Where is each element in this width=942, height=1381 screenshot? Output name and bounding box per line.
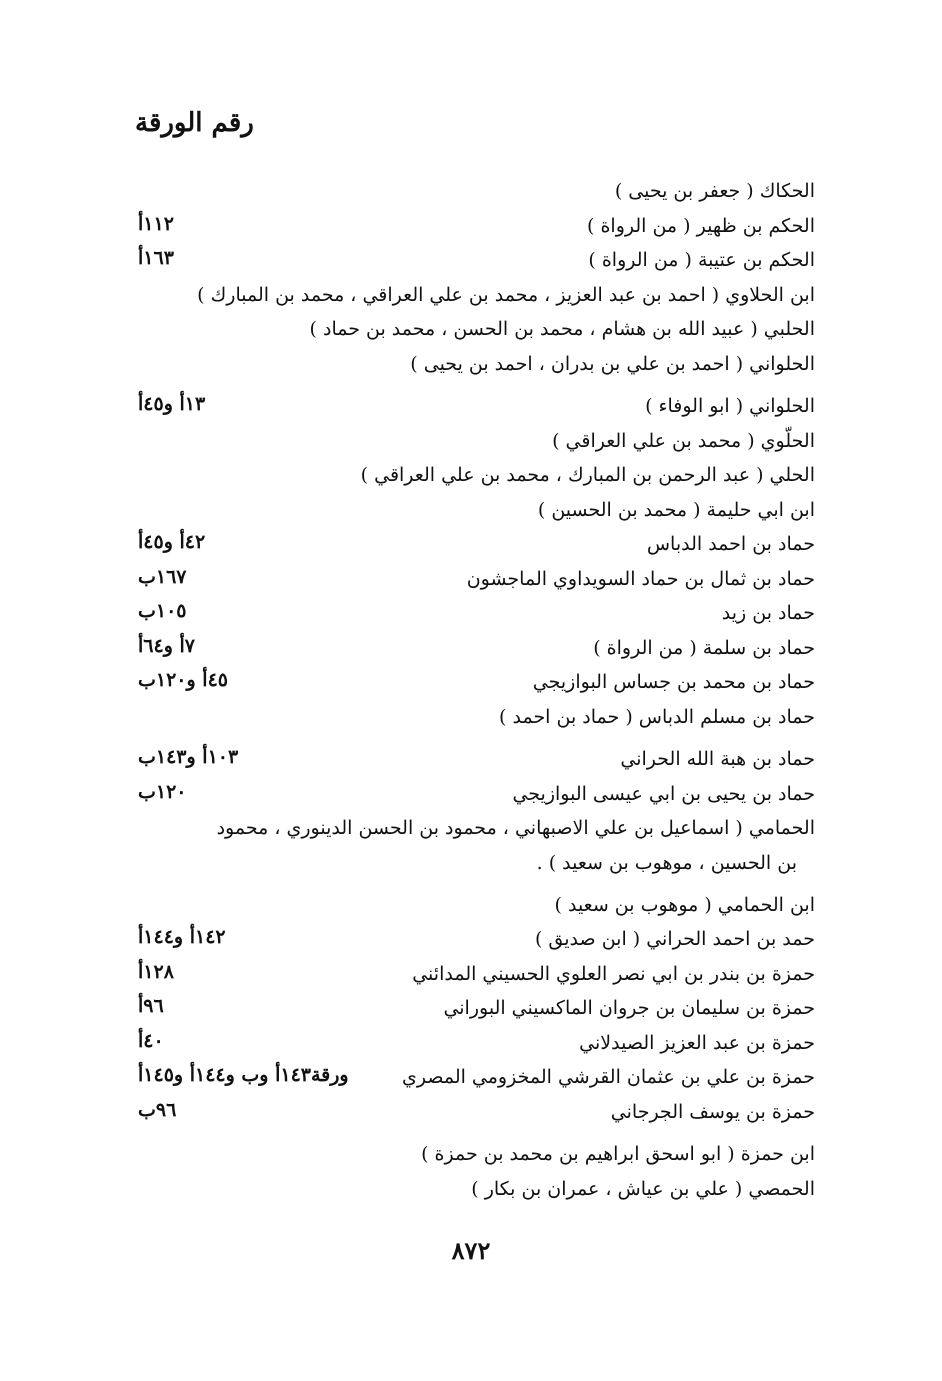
index-entry bbox=[130, 993, 815, 1028]
index-entry bbox=[130, 1174, 815, 1209]
entry-folio-ref: ٩٦ب bbox=[138, 1098, 177, 1121]
index-entry bbox=[130, 890, 815, 925]
entry-name: حمزة بن علي بن عثمان القرشي المخزومي المصري bbox=[402, 1066, 815, 1088]
entry-name: الحلواني ( ابو الوفاء ) bbox=[645, 395, 815, 417]
index-entry bbox=[130, 924, 815, 959]
entry-folio-ref: ١٠٥ب bbox=[138, 600, 187, 622]
entry-folio-ref: ١٣أ و٤٥أ bbox=[138, 393, 206, 415]
entry-folio-ref: ٤٥أ و١٢٠ب bbox=[138, 669, 229, 691]
index-entry bbox=[130, 779, 815, 814]
entry-folio-ref: ١٢٨أ bbox=[138, 960, 174, 983]
entry-name: الحكم بن عتيبة ( من الرواة ) bbox=[588, 249, 815, 271]
index-entry bbox=[130, 391, 815, 426]
entry-name: حماد بن هبة الله الحراني bbox=[620, 748, 815, 770]
group-spacer bbox=[130, 736, 815, 744]
entry-folio-ref: ٤٢أ و٤٥أ bbox=[138, 531, 206, 553]
entry-name: حمزة بن يوسف الجرجاني bbox=[610, 1100, 815, 1123]
index-entry bbox=[130, 460, 815, 495]
index-entry bbox=[130, 959, 815, 994]
index-entry bbox=[130, 633, 815, 668]
entry-name: حماد بن يحيى بن ابي عيسى البوازيجي bbox=[512, 782, 815, 805]
entry-folio-ref: ٩٦أ bbox=[138, 995, 164, 1017]
entry-name: الحكم بن ظهير ( من الرواة ) bbox=[587, 214, 815, 237]
entry-name: حمزة بن عبد العزيز الصيدلاني bbox=[579, 1031, 815, 1054]
page-number: ٨٧٢ bbox=[451, 1236, 491, 1265]
index-entry bbox=[130, 598, 815, 633]
index-entry bbox=[130, 314, 815, 349]
entry-name: حمزة بن سليمان بن جروان الماكسيني البوراني bbox=[443, 997, 815, 1019]
group-spacer bbox=[130, 882, 815, 890]
index-entry bbox=[130, 848, 815, 882]
entry-folio-ref: ١٦٧ب bbox=[138, 565, 187, 588]
entry-name: حماد بن ثمال بن حماد السويداوي الماجشون bbox=[466, 567, 815, 590]
index-entry bbox=[130, 529, 815, 564]
index-entry bbox=[130, 564, 815, 599]
group-spacer bbox=[130, 383, 815, 391]
index-entry bbox=[130, 813, 815, 848]
index-entry bbox=[130, 667, 815, 702]
index-entry bbox=[130, 211, 815, 246]
entry-folio-ref: ١١٢أ bbox=[138, 212, 174, 235]
entry-name: حماد بن احمد الدباس bbox=[646, 533, 815, 555]
entry-folio-ref: ١٤٢أ و١٤٤أ bbox=[138, 926, 226, 948]
entry-name: الحمامي ( اسماعيل بن علي الاصبهاني ، محمود بن الحسن الدينوري ، محمود bbox=[216, 817, 815, 839]
entry-name: ابن الحمامي ( موهوب بن سعيد ) bbox=[554, 893, 815, 916]
entry-name: حماد بن زيد bbox=[721, 602, 815, 624]
index-entry bbox=[130, 702, 815, 737]
entry-folio-ref: ورقة١٤٣أ وب و١٤٤أ و١٤٥أ bbox=[138, 1064, 349, 1086]
entry-name: الحكاك ( جعفر بن يحيى ) bbox=[614, 180, 815, 202]
index-entry bbox=[130, 176, 815, 211]
index-entry bbox=[130, 245, 815, 280]
entry-name: الحلبي ( عبيد الله بن هشام ، محمد بن الحسن ، محمد بن حماد ) bbox=[309, 318, 815, 340]
index-entry bbox=[130, 280, 815, 315]
entry-name: الحلّوي ( محمد بن علي العراقي ) bbox=[552, 429, 815, 452]
index-entries bbox=[130, 176, 815, 1208]
entry-name: حماد بن سلمة ( من الرواة ) bbox=[593, 636, 815, 659]
entry-name: ابن ابي حليمة ( محمد بن الحسين ) bbox=[537, 498, 815, 521]
entry-name: ابن حمزة ( ابو اسحق ابراهيم بن محمد بن حمزة ) bbox=[421, 1143, 815, 1165]
index-entry bbox=[130, 1139, 815, 1174]
index-entry bbox=[130, 1097, 815, 1132]
entry-name: حماد بن محمد بن جساس البوازيجي bbox=[532, 671, 815, 693]
entry-name: الحلي ( عبد الرحمن بن المبارك ، محمد بن علي العراقي ) bbox=[360, 464, 815, 486]
index-entry bbox=[130, 744, 815, 779]
entry-name: حمد بن احمد الحراني ( ابن صديق ) bbox=[534, 928, 815, 950]
entry-name: ابن الحلاوي ( احمد بن عبد العزيز ، محمد بن علي العراقي ، محمد بن المبارك ) bbox=[197, 283, 815, 306]
index-entry bbox=[130, 1062, 815, 1097]
entry-name: الحلواني ( احمد بن علي بن بدران ، احمد بن يحيى ) bbox=[410, 352, 815, 375]
entry-folio-ref: ١٠٣أ و١٤٣ب bbox=[138, 746, 239, 768]
entry-name: الحمصي ( علي بن عياش ، عمران بن بكار ) bbox=[471, 1177, 815, 1200]
entry-folio-ref: ١٦٣أ bbox=[138, 247, 174, 269]
column-header: رقم الورقة bbox=[135, 108, 254, 138]
entry-folio-ref: ١٢٠ب bbox=[138, 780, 187, 803]
entry-name: حمزة بن بندر بن ابي نصر العلوي الحسيني المدائني bbox=[412, 962, 815, 985]
entry-name: بن الحسين ، موهوب بن سعيد ) . bbox=[536, 851, 797, 874]
index-entry bbox=[130, 349, 815, 384]
entry-name: حماد بن مسلم الدباس ( حماد بن احمد ) bbox=[499, 705, 815, 728]
index-entry bbox=[130, 1028, 815, 1063]
group-spacer bbox=[130, 1131, 815, 1139]
entry-folio-ref: ٤٠أ bbox=[138, 1029, 164, 1052]
index-entry bbox=[130, 426, 815, 461]
index-entry bbox=[130, 495, 815, 530]
entry-folio-ref: ٧أ و٦٤أ bbox=[138, 634, 195, 657]
